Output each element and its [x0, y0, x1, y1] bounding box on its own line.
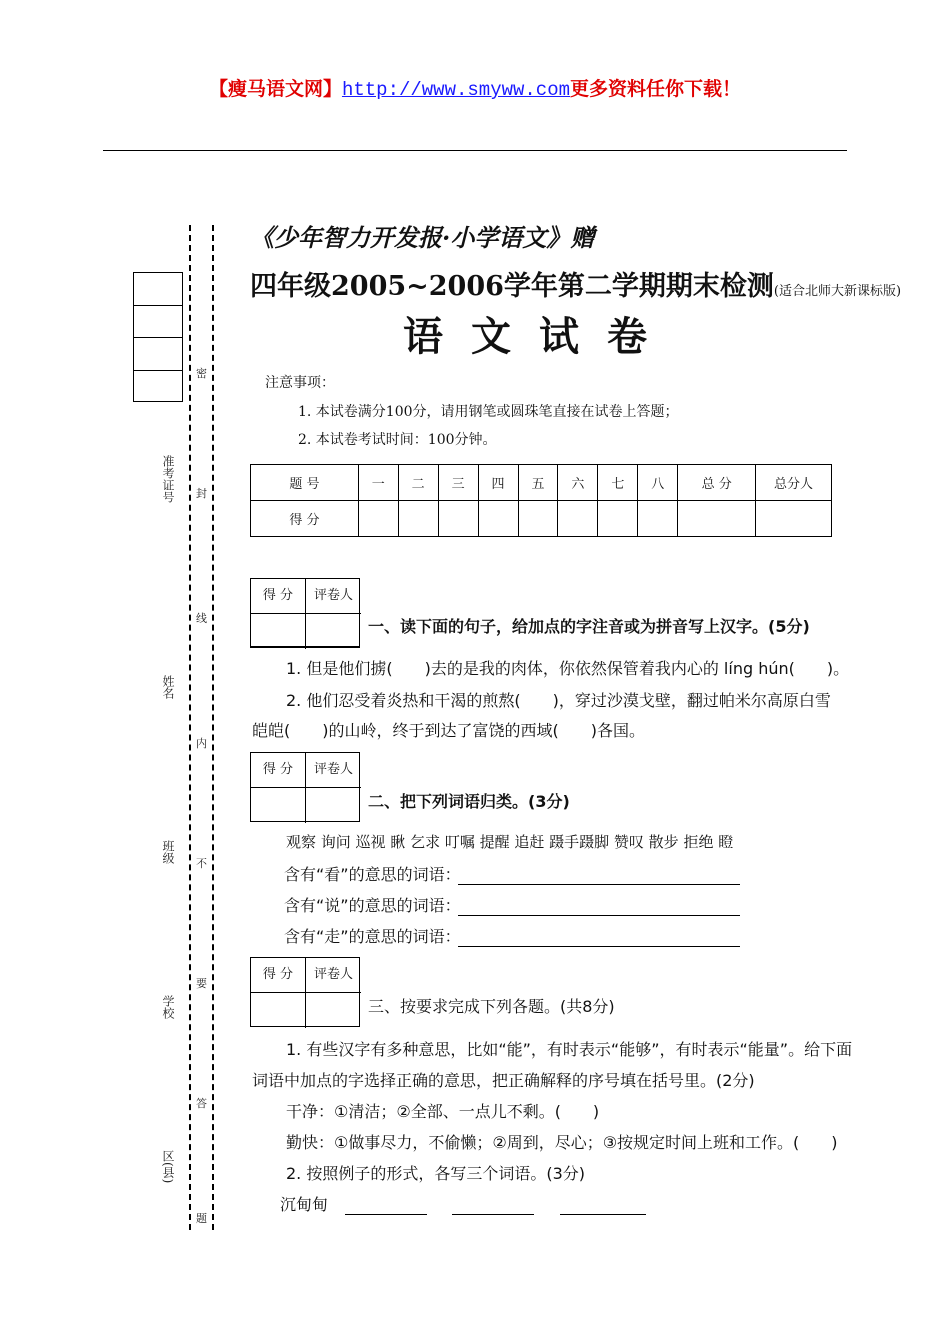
section1-question-2-cont: 皑皑( )的山岭，终于到达了富饶的西域( )各国。: [252, 721, 645, 740]
grade-box-grader-label: 评卷人: [306, 958, 361, 993]
table-cell: 得 分: [251, 501, 359, 537]
score-cell[interactable]: [518, 501, 558, 537]
say-words-answer-line[interactable]: [458, 915, 740, 916]
table-cell: 三: [438, 465, 478, 501]
section3-question-1-cont: 词语中加点的字选择正确的意思，把正确解释的序号填在括号里。(2分): [252, 1071, 755, 1090]
grade-box: [250, 578, 360, 648]
class-label: 班级: [161, 840, 175, 864]
walk-words-label: 含有“走”的意思的词语：: [284, 927, 461, 946]
edition-note: (适合北师大新课标版): [773, 284, 902, 299]
school-label: 学校: [161, 995, 175, 1019]
grade-box: [250, 957, 360, 1027]
exam-title: [250, 264, 901, 303]
score-cell[interactable]: [398, 501, 438, 537]
district-label: 区(县): [161, 1150, 175, 1184]
section3-title: 三、按要求完成下列各题。(共8分): [368, 997, 615, 1016]
look-words-answer-line[interactable]: [458, 884, 740, 885]
table-cell: 七: [598, 465, 638, 501]
seal-line-inner: [212, 225, 214, 1230]
grade-box-grader-field[interactable]: [306, 788, 361, 823]
seal-mark: 题: [196, 1212, 207, 1225]
score-cell[interactable]: [438, 501, 478, 537]
table-cell: 五: [518, 465, 558, 501]
score-cell[interactable]: [358, 501, 398, 537]
seal-mark: 答: [196, 1097, 207, 1110]
section1-question-1: 1. 但是他们掳( )去的是我的肉体，你依然保管着我内心的 líng hún( )。: [286, 659, 850, 678]
site-name: 【瘦马语文网】: [208, 78, 342, 100]
grade-box-score-label: 得 分: [251, 958, 306, 993]
answer-line[interactable]: [560, 1214, 646, 1215]
score-table: [250, 464, 832, 537]
section1-question-2: 2. 他们忍受着炎热和干渴的煎熬( )，穿过沙漠戈壁，翻过帕米尔高原白雪: [286, 691, 831, 710]
grade-box-grader-field[interactable]: [306, 614, 361, 649]
say-words-label: 含有“说”的意思的词语：: [284, 896, 461, 915]
score-cell[interactable]: [558, 501, 598, 537]
score-table-score-row: [251, 501, 832, 537]
section3-item-1: 干净：①清洁；②全部、一点儿不剩。( ): [286, 1102, 600, 1121]
score-cell[interactable]: [638, 501, 678, 537]
site-header: [0, 74, 950, 101]
answer-line[interactable]: [452, 1214, 534, 1215]
score-cell[interactable]: [598, 501, 638, 537]
seal-mark: 要: [196, 977, 207, 990]
seat-number-box: [133, 272, 183, 402]
table-cell: 四: [478, 465, 518, 501]
grade-box-score-label: 得 分: [251, 579, 306, 614]
seal-mark: 封: [196, 487, 207, 500]
table-cell: 一: [358, 465, 398, 501]
section3-item-2: 勤快：①做事尽力，不偷懒；②周到，尽心；③按规定时间上班和工作。( ): [286, 1133, 838, 1152]
grade-box-score-field[interactable]: [251, 993, 306, 1028]
seal-mark: 线: [196, 612, 207, 625]
site-link[interactable]: http://www.smyww.com: [341, 79, 571, 101]
notice-item: 2. 本试卷考试时间：100分钟。: [298, 432, 497, 448]
header-divider: [103, 150, 847, 151]
exam-title-main: 四年级2005~2006学年第二学期期末检测: [250, 271, 774, 302]
subject-title: 语文试卷: [403, 313, 675, 360]
table-cell: 题 号: [251, 465, 359, 501]
score-table-header-row: [251, 465, 832, 501]
grade-box-grader-label: 评卷人: [306, 579, 361, 614]
section1-title: 一、读下面的句子，给加点的字注音或为拼音写上汉字。(5分): [368, 617, 810, 636]
section3-question-2: 2. 按照例子的形式，各写三个词语。(3分): [286, 1164, 586, 1183]
look-words-label: 含有“看”的意思的词语：: [284, 865, 461, 884]
answer-line[interactable]: [345, 1214, 427, 1215]
grade-box: [250, 752, 360, 822]
score-cell[interactable]: [478, 501, 518, 537]
grade-box-score-field[interactable]: [251, 788, 306, 823]
section2-title: 二、把下列词语归类。(3分): [368, 792, 570, 811]
seal-line-outer: [189, 225, 191, 1230]
score-cell[interactable]: [678, 501, 756, 537]
walk-words-answer-line[interactable]: [458, 946, 740, 947]
grade-box-grader-label: 评卷人: [306, 753, 361, 788]
example-word: 沉甸甸: [280, 1195, 329, 1214]
seal-mark: 不: [196, 857, 207, 870]
table-cell: 总分人: [756, 465, 832, 501]
section3-question-1: 1. 有些汉字有多种意思，比如“能”，有时表示“能够”，有时表示“能量”。给下面: [286, 1040, 853, 1059]
exam-number-label: 准考证号: [161, 455, 175, 503]
notice-heading: 注意事项：: [265, 375, 335, 391]
seal-mark: 密: [196, 367, 207, 380]
site-slogan: 更多资料任你下载！: [570, 78, 742, 100]
table-cell: 六: [558, 465, 598, 501]
source-title: 《少年智力开发报·小学语文》赠: [250, 223, 595, 252]
grade-box-grader-field[interactable]: [306, 993, 361, 1028]
grade-box-score-field[interactable]: [251, 614, 306, 649]
table-cell: 八: [638, 465, 678, 501]
name-label: 姓名: [161, 675, 175, 699]
seal-mark: 内: [196, 737, 207, 750]
table-cell: 二: [398, 465, 438, 501]
word-list: 观察 询问 巡视 瞅 乞求 叮嘱 提醒 追赶 蹑手蹑脚 赞叹 散步 拒绝 瞪: [286, 833, 734, 851]
table-cell: 总 分: [678, 465, 756, 501]
score-cell[interactable]: [756, 501, 832, 537]
grade-box-score-label: 得 分: [251, 753, 306, 788]
notice-item: 1. 本试卷满分100分，请用钢笔或圆珠笔直接在试卷上答题；: [298, 404, 679, 420]
